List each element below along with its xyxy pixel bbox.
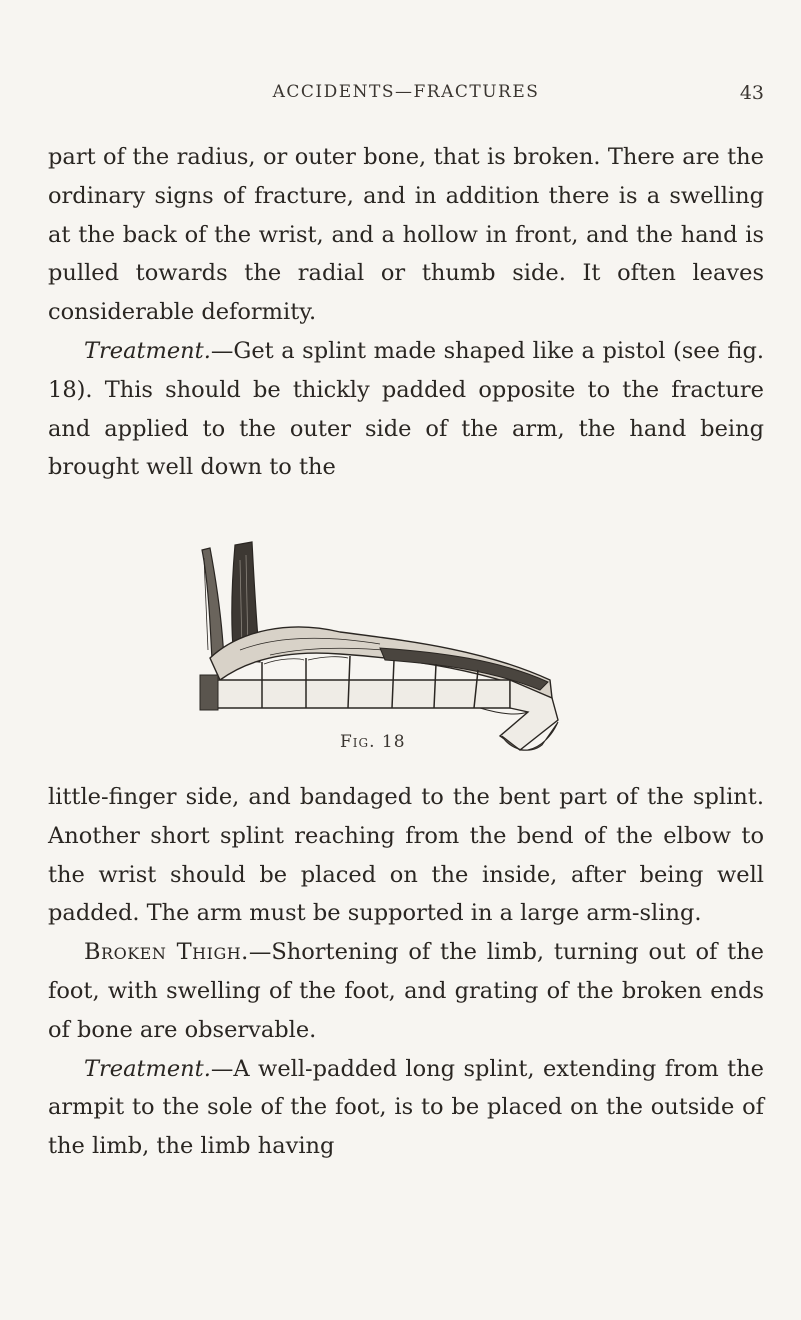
figure-pistol-splint: [180, 540, 580, 770]
paragraph-broken-thigh: [48, 933, 764, 1049]
paragraph-radius-fracture: part of the radius, or outer bone, that is broken. There are the ordinary signs of fracture, and in addition there is a swelling at the back of the wrist, and a hollow in front, and the hand is pulled towards the radial or thumb side. It often leaves considerable deformity.: [48, 144, 764, 326]
running-title: ACCIDENTS—FRACTURES: [272, 82, 540, 102]
text-block-upper: [48, 138, 764, 487]
running-head: [48, 82, 764, 112]
broken-thigh-heading: Broken Thigh.: [84, 939, 249, 966]
page-number: 43: [739, 82, 764, 104]
treatment-text: —Get a splint made shaped like a pistol (see fig. 18). This should be thickly padded opposite to the fracture and applied to the outer side of the arm, the hand being brought well down to the: [48, 337, 764, 481]
paragraph-treatment-splint: [48, 332, 764, 487]
paragraph-thigh-treatment: [48, 1050, 764, 1166]
treatment-heading: Treatment.: [84, 337, 211, 364]
broken-thigh-text: —Shortening of the limb, turning out of the foot, with swelling of the foot, and grating of the broken ends of bone are observable.: [48, 939, 764, 1043]
thigh-treatment-text: —A well-padded long splint, extending from the armpit to the sole of the foot, is to be placed on the outside of the limb, the limb having: [48, 1055, 764, 1160]
thigh-treatment-heading: Treatment.: [84, 1055, 211, 1082]
paragraph-bandage-sling: little-finger side, and bandaged to the bent part of the splint. Another short splint reaching from the bend of the elbow to the wrist should be placed on the inside, after being well padded. The arm must be supported in a large arm-sling.: [48, 784, 764, 927]
figure-caption: Fig. 18: [340, 732, 406, 752]
text-block-lower: [48, 778, 764, 1166]
